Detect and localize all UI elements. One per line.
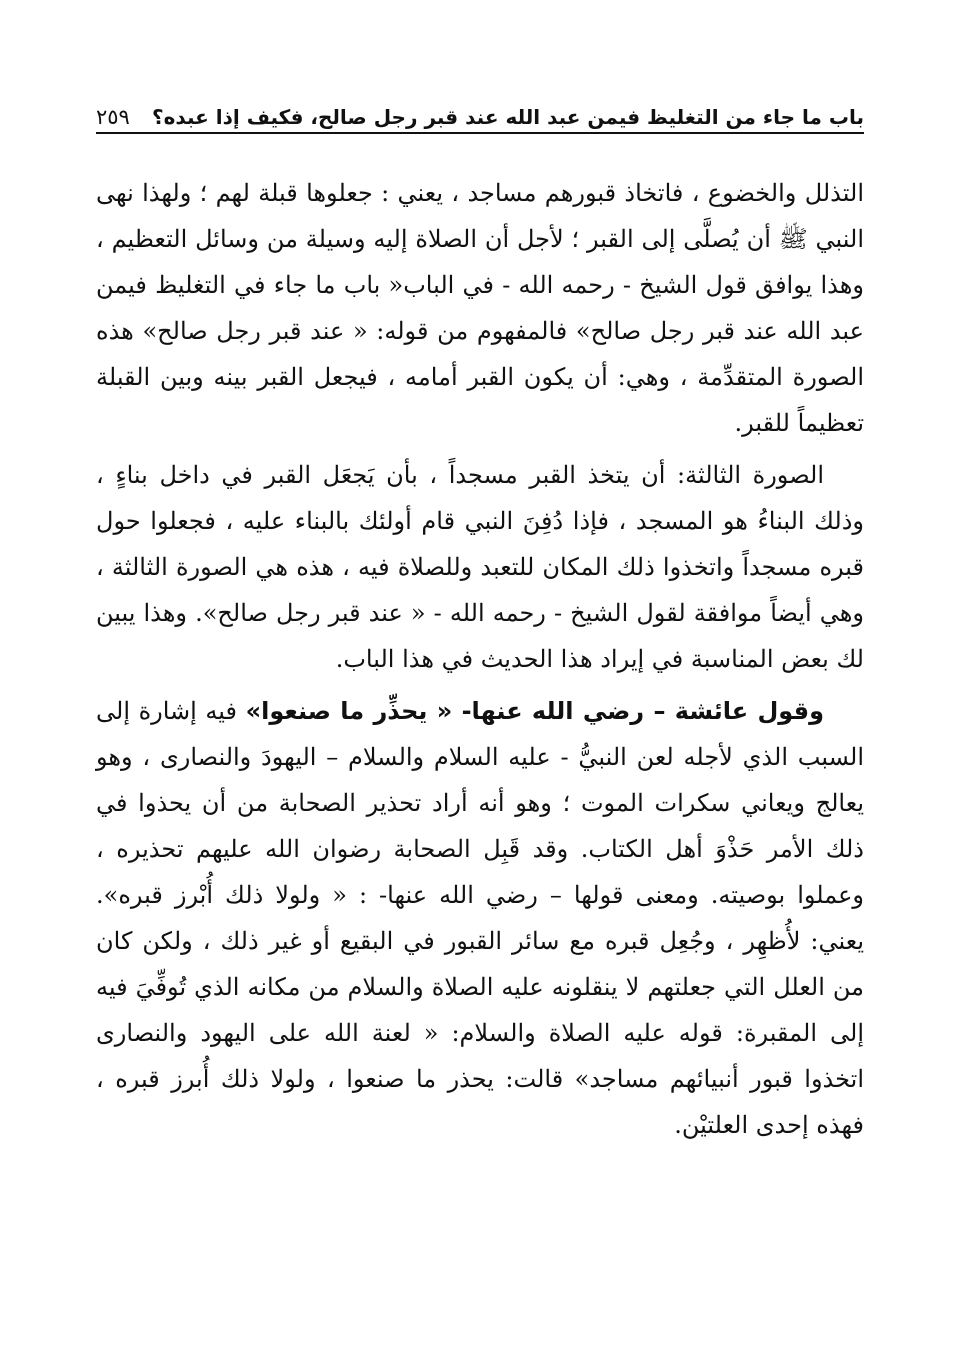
chapter-title: باب ما جاء من التغليظ فيمن عبد الله عند قبر رجل صالح، فكيف إذا عبده؟ — [152, 105, 864, 129]
paragraph-3-lead: وقول عائشة – رضي الله عنها- « يحذِّر ما صنعوا» — [245, 697, 824, 725]
paragraph-2: الصورة الثالثة: أن يتخذ القبر مسجداً ، بأن يَجعَل القبر في داخل بناءٍ ، وذلك البناءُ هو المسجد ، فإذا دُفِنَ النبي قام أولئك بالبناء عليه ، فجعلوا حول قبره مسجداً واتخذوا ذلك المكان للتعبد وللصلاة فيه ، هذه هي الصورة الثالثة ، وهي أيضاً موافقة لقول الشيخ - رحمه الله - « عند قبر رجل صالح». وهذا يبين لك بعض المناسبة في إيراد هذا الحديث في هذا الباب. — [96, 461, 864, 673]
page-number: ٢٥٩ — [96, 105, 130, 129]
running-header — [96, 96, 864, 134]
body-text — [96, 170, 864, 1148]
paragraph-3 — [96, 688, 864, 1148]
paragraph-1: التذلل والخضوع ، فاتخاذ قبورهم مساجد ، يعني : جعلوها قبلة لهم ؛ ولهذا نهى النبي ﷺ أن يُصلَّى إلى القبر ؛ لأجل أن الصلاة إليه وسيلة من وسائل التعظيم ، وهذا يوافق قول الشيخ - رحمه الله - في الباب« باب ما جاء في التغليظ فيمن عبد الله عند قبر رجل صالح» فالمفهوم من قوله: « عند قبر رجل صالح» هذه الصورة المتقدِّمة ، وهي: أن يكون القبر أمامه ، فيجعل القبر بينه وبين القبلة تعظيماً للقبر. — [96, 179, 865, 437]
paragraph-3-text: فيه إشارة إلى السبب الذي لأجله لعن النبيُّ - عليه السلام والسلام – اليهودَ والنصارى ، وهو يعالج ويعاني سكرات الموت ؛ وهو أنه أراد تحذير الصحابة من أن يحذوا في ذلك الأمر حَذْوَ أهل الكتاب. وقد قَبِل الصحابة رضوان الله عليهم تحذيره ، وعملوا بوصيته. ومعنى قولها – رضي الله عنها- : « ولولا ذلك أُبْرز قبره». يعني: لأُظهِر ، وجُعِل قبره مع سائر القبور في البقيع أو غير ذلك ، ولكن كان من العلل التي جعلتهم لا ينقلونه عليه الصلاة والسلام من مكانه الذي تُوفِّيَ فيه إلى المقبرة: قوله عليه الصلاة والسلام: « لعنة الله على اليهود والنصارى اتخذوا قبور أنبيائهم مساجد» قالت: يحذر ما صنعوا ، ولولا ذلك أُبرز قبره ، فهذه إحدى العلتيْن. — [96, 697, 864, 1139]
